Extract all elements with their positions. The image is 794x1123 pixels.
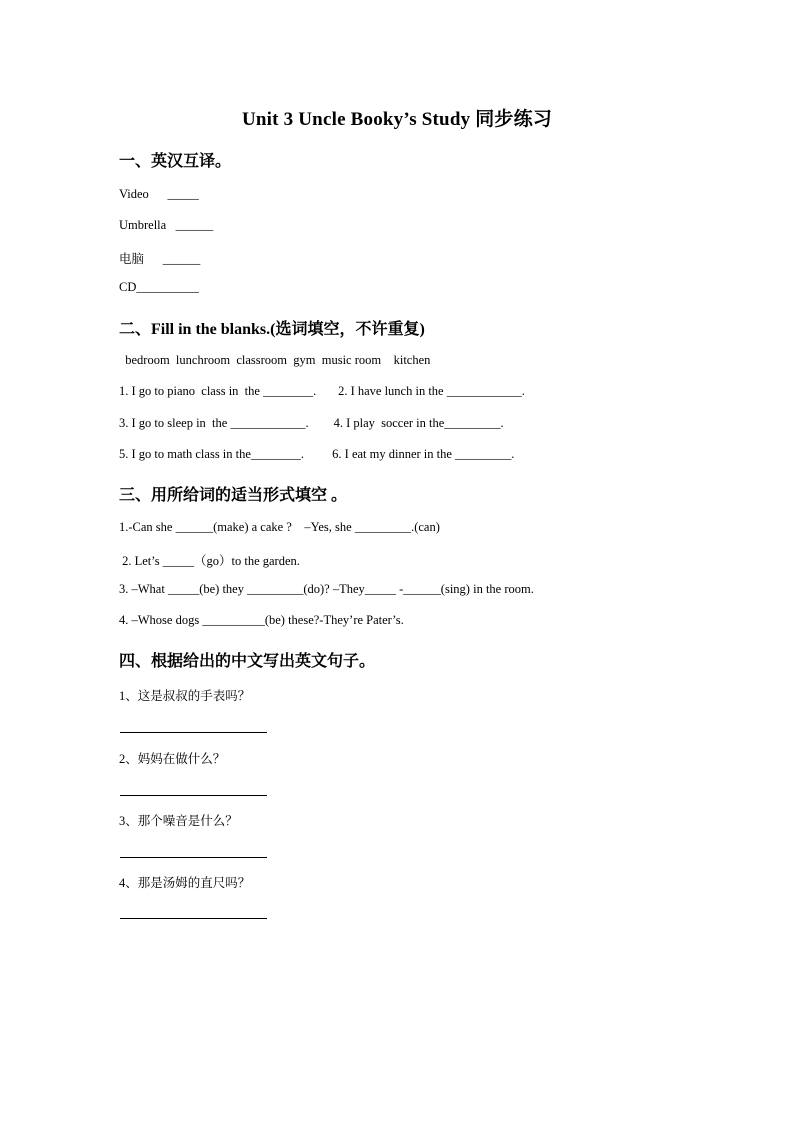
answer-line-3[interactable] <box>120 857 267 858</box>
section3-item-2: 2. Let’s _____（go）to the garden. <box>119 554 300 568</box>
section2-item-3: 5. I go to math class in the________. 6. I eat my dinner in the _________. <box>119 447 515 461</box>
section3-heading: 三、用所给词的适当形式填空 。 <box>119 487 348 504</box>
section1-item-2: Umbrella ______ <box>119 218 214 232</box>
section4-question-1: 1、这是叔叔的手表吗？ <box>119 689 251 703</box>
section2-item-2: 3. I go to sleep in the ____________. 4. I play soccer in the_________. <box>119 416 504 430</box>
section3-item-4: 4. –Whose dogs __________(be) these?-They’re Pater’s. <box>119 613 404 627</box>
section1-item-3: 电脑 ______ <box>119 252 201 266</box>
answer-line-4[interactable] <box>120 918 267 919</box>
answer-line-2[interactable] <box>120 795 267 796</box>
answer-line-1[interactable] <box>120 732 267 733</box>
page-title: Unit 3 Uncle Booky’s Study 同步练习 <box>241 109 553 130</box>
section4-question-3: 3、那个噪音是什么？ <box>119 814 238 828</box>
section3-item-3: 3. –What _____(be) they _________(do)? –They_____ -______(sing) in the room. <box>119 582 534 596</box>
section4-question-4: 4、那是汤姆的直尺吗？ <box>119 876 251 890</box>
section3-item-1: 1.-Can she ______(make) a cake ? –Yes, she _________.(can) <box>119 520 440 534</box>
section2-item-1: 1. I go to piano class in the ________. 2. I have lunch in the ____________. <box>119 384 525 398</box>
word-bank: bedroom lunchroom classroom gym music room kitchen <box>119 353 431 367</box>
section2-heading: 二、Fill in the blanks.(选词填空，不许重复) <box>119 321 425 338</box>
section4-heading: 四、根据给出的中文写出英文句子。 <box>119 653 376 670</box>
section4-question-2: 2、妈妈在做什么？ <box>119 752 226 766</box>
section1-item-4: CD__________ <box>119 280 199 294</box>
section1-item-1: Video _____ <box>119 187 199 201</box>
section1-heading: 一、英汉互译。 <box>119 153 232 170</box>
